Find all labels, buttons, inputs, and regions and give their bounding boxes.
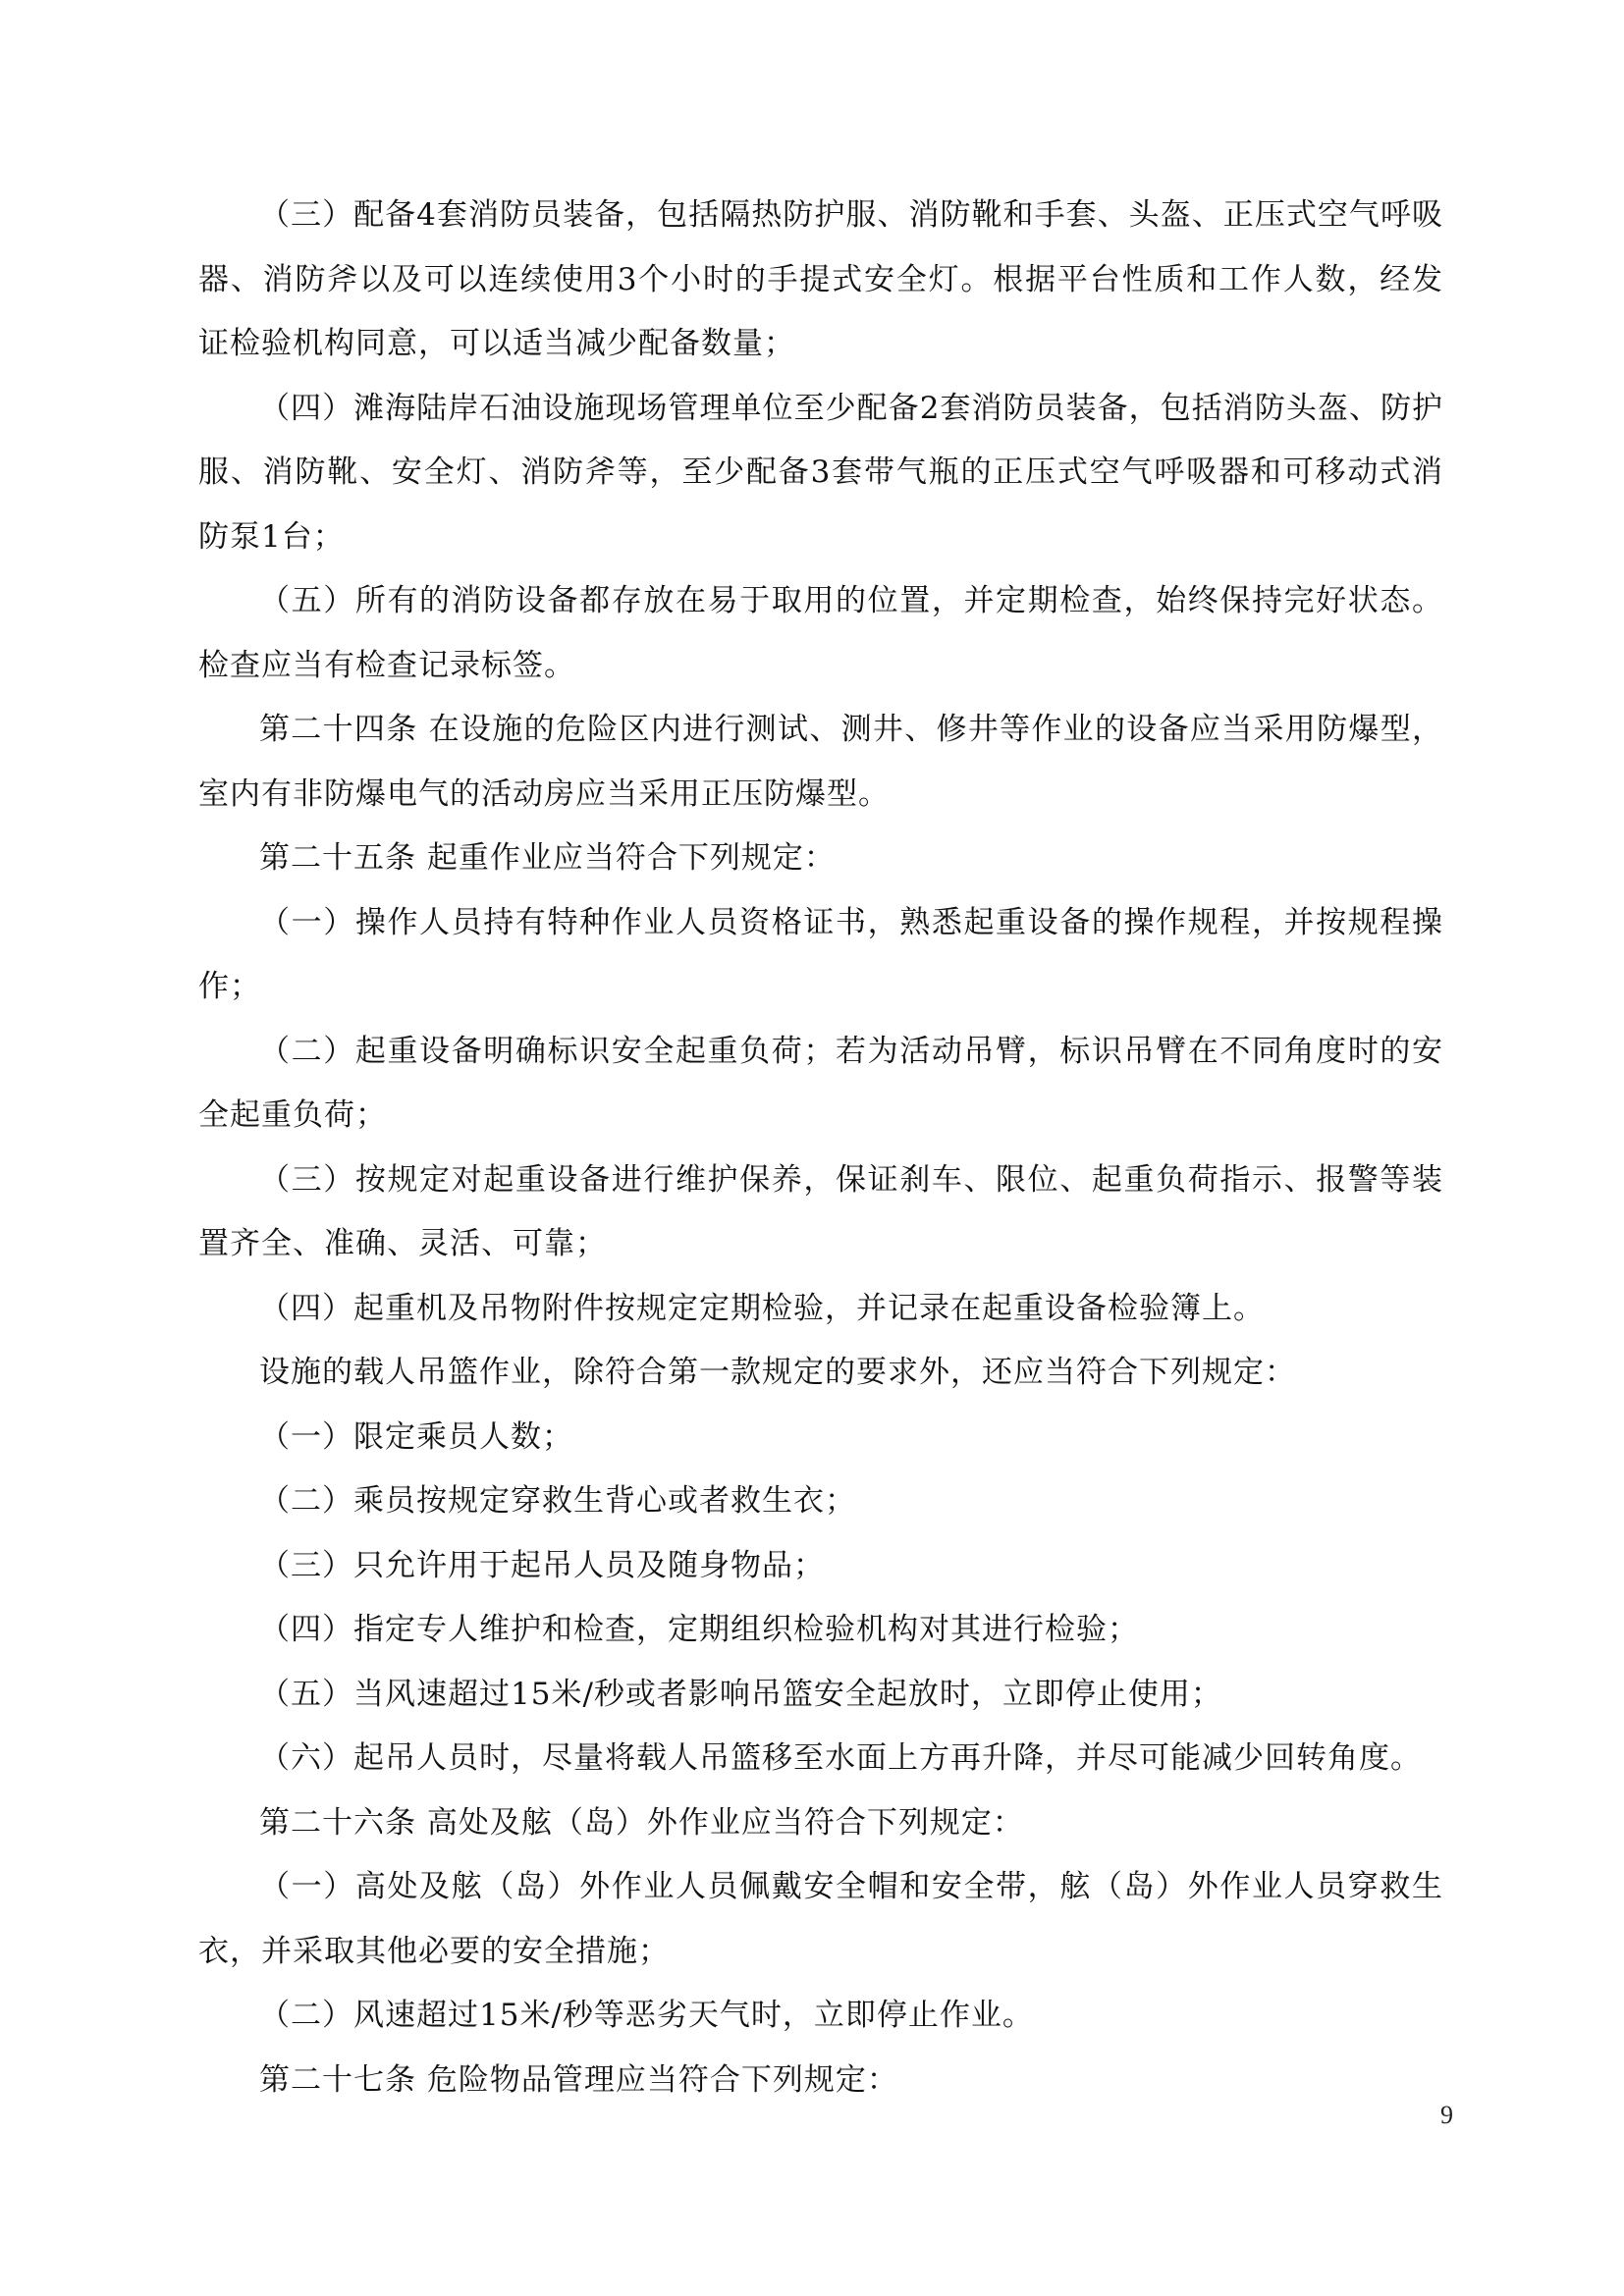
paragraph: （二）风速超过15米/秒等恶劣天气时，立即停止作业。 (259, 1998, 1034, 2033)
page-number: 9 (1440, 2101, 1453, 2129)
paragraph: （五）所有的消防设备都存放在易于取用的位置，并定期检查，始终保持完好状态。检查应当有检查记录标签。 (198, 583, 1443, 683)
paragraph: （四）起重机及吊物附件按规定定期检验，并记录在起重设备检验簿上。 (259, 1290, 1265, 1326)
document-body (198, 184, 1443, 2112)
paragraph: （三）配备4套消防员装备，包括隔热防护服、消防靴和手套、头盔、正压式空气呼吸器、消防斧以及可以连续使用3个小时的手提式安全灯。根据平台性质和工作人数，经发证检验机构同意，可以适当减少配备数量； (198, 197, 1443, 361)
paragraph: （四）指定专人维护和检查，定期组织检验机构对其进行检验； (259, 1612, 1139, 1647)
paragraph: （五）当风速超过15米/秒或者影响吊篮安全起放时，立即停止使用； (259, 1676, 1222, 1712)
paragraph: 第二十六条 高处及舷（岛）外作业应当符合下列规定： (259, 1804, 1024, 1841)
paragraph: （三）按规定对起重设备进行维护保养，保证刹车、限位、起重负荷指示、报警等装置齐全、准确、灵活、可靠； (198, 1161, 1443, 1261)
paragraph: （二）乘员按规定穿救生背心或者救生衣； (259, 1483, 856, 1519)
paragraph: 第二十五条 起重作业应当符合下列规定： (259, 840, 836, 876)
paragraph: 第二十四条 在设施的危险区内进行测试、测井、修井等作业的设备应当采用防爆型，室内有非防爆电气的活动房应当采用正压防爆型。 (198, 712, 1443, 812)
paragraph: （一）限定乘员人数； (259, 1418, 573, 1455)
paragraph: （一）高处及舷（岛）外作业人员佩戴安全帽和安全带，舷（岛）外作业人员穿救生衣，并采取其他必要的安全措施； (198, 1869, 1443, 1969)
paragraph: 第二十七条 危险物品管理应当符合下列规定： (259, 2061, 898, 2098)
paragraph: （六）起吊人员时，尽量将载人吊篮移至水面上方再升降，并尽可能减少回转角度。 (259, 1740, 1422, 1776)
paragraph: （二）起重设备明确标识安全起重负荷；若为活动吊臂，标识吊臂在不同角度时的安全起重负荷； (198, 1033, 1443, 1133)
paragraph: （四）滩海陆岸石油设施现场管理单位至少配备2套消防员装备，包括消防头盔、防护服、消防靴、安全灯、消防斧等，至少配备3套带气瓶的正压式空气呼吸器和可移动式消防泵1台； (198, 390, 1443, 555)
paragraph: （一）操作人员持有特种作业人员资格证书，熟悉起重设备的操作规程，并按规程操作； (198, 904, 1443, 1004)
paragraph: （三）只允许用于起吊人员及随身物品； (259, 1547, 825, 1583)
paragraph: 设施的载人吊篮作业，除符合第一款规定的要求外，还应当符合下列规定： (259, 1355, 1296, 1390)
